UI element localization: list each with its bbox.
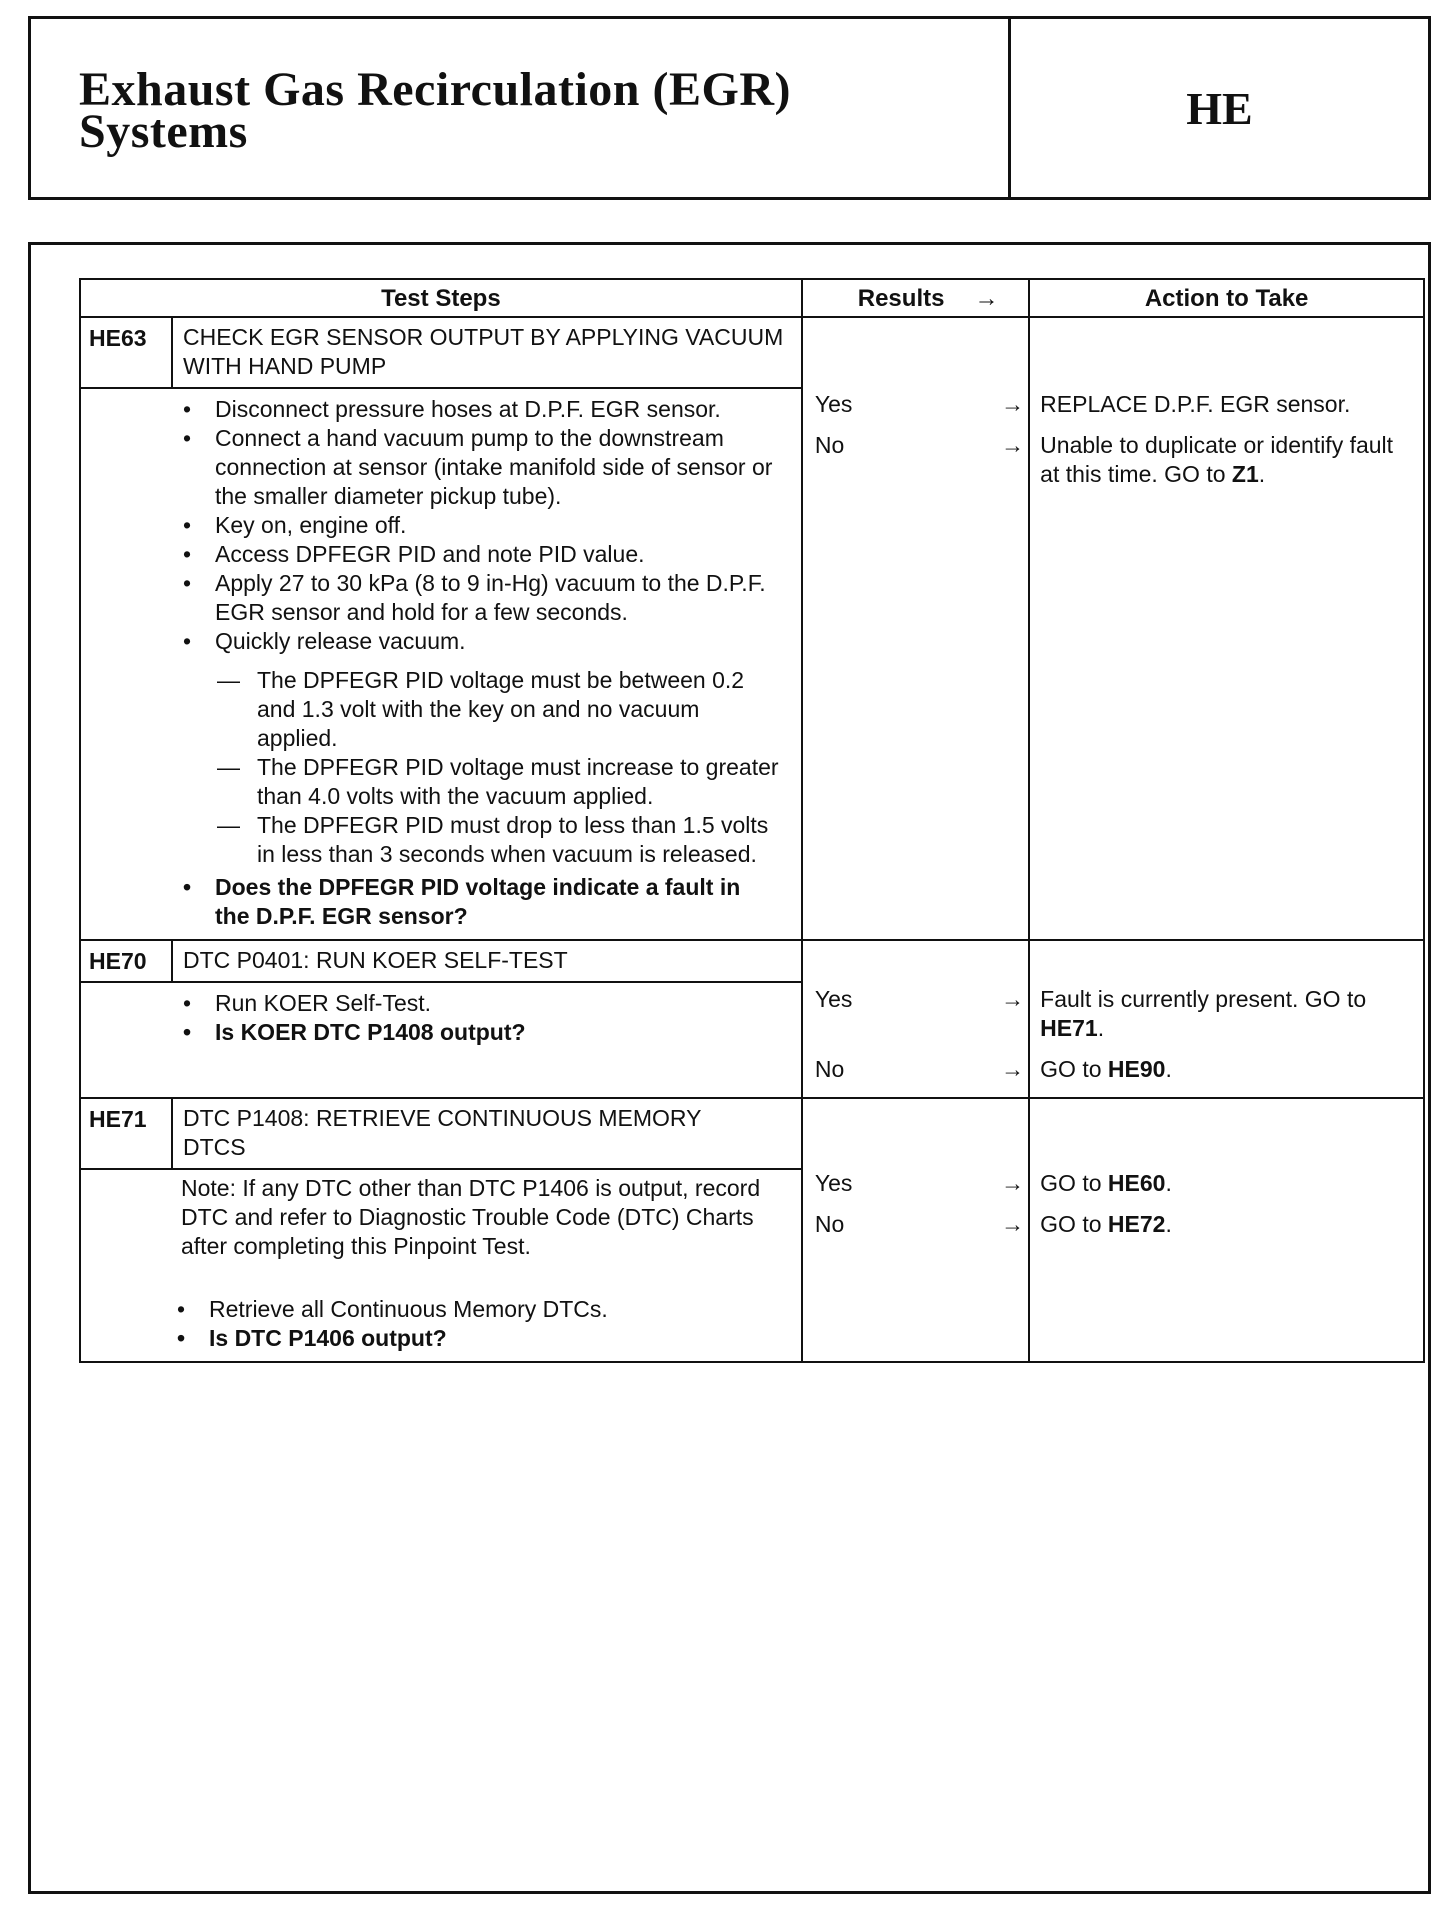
step-question: • Does the DPFEGR PID voltage indicate a fault in the D.P.F. EGR sensor?: [175, 873, 781, 931]
header-results: [803, 280, 1030, 316]
list-item: • Disconnect pressure hoses at D.P.F. EGR sensor.: [175, 395, 781, 424]
action-text: GO to: [1040, 1170, 1108, 1196]
list-item: • Access DPFEGR PID and note PID value.: [175, 540, 781, 569]
step-code: HE71: [81, 1099, 173, 1168]
step-reference: Z1: [1231, 461, 1259, 487]
action-text: .: [1097, 1015, 1105, 1041]
action-no: [1030, 1055, 1423, 1084]
action-yes: [1030, 1169, 1423, 1198]
step-results-he71: [803, 1099, 1030, 1361]
step-bullets: [175, 989, 781, 1047]
arrow-right-icon: →: [974, 284, 999, 312]
step-left-he63: [81, 318, 803, 939]
header-results-label: Results: [857, 284, 945, 312]
list-item: • Run KOER Self-Test.: [175, 989, 781, 1018]
step-results-he63: [803, 318, 1030, 939]
step-actions-he70: [1030, 941, 1423, 1097]
result-no-label: No: [814, 1211, 845, 1237]
step-body: [81, 389, 801, 939]
step-reference: HE72: [1107, 1211, 1166, 1237]
step-left-he70: [81, 941, 803, 1097]
page-title-line2: Systems: [79, 105, 248, 158]
action-yes: REPLACE D.P.F. EGR sensor.: [1040, 391, 1351, 417]
step-title-row: [81, 318, 801, 389]
step-title-row: [81, 1099, 801, 1170]
page-title: [31, 19, 1011, 197]
step-results-he70: [803, 941, 1030, 1097]
action-text: Unable to duplicate or identify fault at this time. GO to: [1040, 432, 1394, 487]
step-actions-he71: [1030, 1099, 1423, 1361]
arrow-right-icon: →: [1001, 1056, 1025, 1082]
action-text: .: [1165, 1170, 1172, 1196]
step-bullets: [175, 395, 781, 656]
list-item: — The DPFEGR PID must drop to less than 1.5 volts in less than 3 seconds when vacuum is released.: [175, 811, 781, 869]
step-question-list: [175, 873, 781, 931]
list-item: • Connect a hand vacuum pump to the downstream connection at sensor (intake manifold side of sensor or the smaller diameter pickup tube).: [175, 424, 781, 511]
action-text: GO to: [1040, 1211, 1108, 1237]
step-question: • Is KOER DTC P1408 output?: [175, 1018, 781, 1047]
action-no: [1030, 431, 1423, 489]
result-yes: [803, 390, 1028, 419]
arrow-right-icon: →: [1001, 391, 1025, 417]
step-code: HE70: [81, 941, 173, 981]
arrow-right-icon: →: [1001, 1211, 1025, 1237]
result-yes-label: Yes: [814, 986, 853, 1012]
result-no: [803, 1210, 1028, 1239]
header-action: Action to Take: [1144, 284, 1309, 312]
action-text: .: [1165, 1056, 1172, 1082]
result-no: [803, 1055, 1028, 1084]
result-yes: [803, 985, 1028, 1014]
step-reference: HE60: [1107, 1170, 1166, 1196]
action-text: .: [1258, 461, 1266, 487]
page-title-line1: Exhaust Gas Recirculation (EGR): [79, 63, 791, 116]
step-reference: HE90: [1107, 1056, 1166, 1082]
step-dash-list: [175, 666, 781, 869]
list-item: • Key on, engine off.: [175, 511, 781, 540]
content-panel: [28, 242, 1431, 1894]
step-title: CHECK EGR SENSOR OUTPUT BY APPLYING VACUUM WITH HAND PUMP: [183, 324, 784, 379]
result-yes-label: Yes: [814, 1170, 853, 1196]
header-test-steps: Test Steps: [81, 280, 803, 316]
test-step-he71: [79, 1099, 1425, 1363]
arrow-right-icon: →: [1001, 1170, 1025, 1196]
step-reference: HE71: [1040, 1015, 1098, 1041]
section-code: HE: [1186, 82, 1253, 134]
step-title: DTC P0401: RUN KOER SELF-TEST: [183, 947, 568, 973]
step-title-row: [81, 941, 801, 983]
step-title: DTC P1408: RETRIEVE CONTINUOUS MEMORY DTCS: [183, 1105, 702, 1160]
list-item: • Retrieve all Continuous Memory DTCs.: [169, 1295, 781, 1324]
result-no-label: No: [814, 432, 845, 458]
table-header-row: [79, 278, 1425, 318]
step-code: HE63: [81, 318, 173, 387]
list-item: • Quickly release vacuum.: [175, 627, 781, 656]
test-step-he63: [79, 318, 1425, 941]
action-yes: [1030, 985, 1423, 1043]
action-text: Fault is currently present. GO to: [1040, 986, 1367, 1012]
arrow-right-icon: →: [1001, 986, 1025, 1012]
action-no: [1030, 1210, 1423, 1239]
step-body: [81, 983, 801, 1097]
step-body: [81, 1267, 801, 1361]
test-step-he70: [79, 941, 1425, 1099]
step-note: Note: If any DTC other than DTC P1406 is output, record DTC and refer to Diagnostic Trouble Code (DTC) Charts after completing this Pinpoint Test.: [181, 1175, 761, 1259]
result-yes-label: Yes: [814, 391, 853, 417]
action-text: .: [1165, 1211, 1172, 1237]
list-item: — The DPFEGR PID voltage must be between 0.2 and 1.3 volt with the key on and no vacuum applied.: [175, 666, 781, 753]
result-no-label: No: [814, 1056, 845, 1082]
result-yes: [803, 1169, 1028, 1198]
pinpoint-test-table: [79, 278, 1425, 1363]
step-actions-he63: [1030, 318, 1423, 939]
action-text: GO to: [1040, 1056, 1108, 1082]
list-item: • Apply 27 to 30 kPa (8 to 9 in-Hg) vacuum to the D.P.F. EGR sensor and hold for a few seconds.: [175, 569, 781, 627]
arrow-right-icon: →: [1001, 432, 1025, 458]
result-no: [803, 431, 1028, 460]
step-question: • Is DTC P1406 output?: [169, 1324, 781, 1353]
step-left-he71: [81, 1099, 803, 1361]
step-bullets: [169, 1295, 781, 1353]
page-header: [28, 16, 1431, 200]
list-item: — The DPFEGR PID voltage must increase to greater than 4.0 volts with the vacuum applied.: [175, 753, 781, 811]
